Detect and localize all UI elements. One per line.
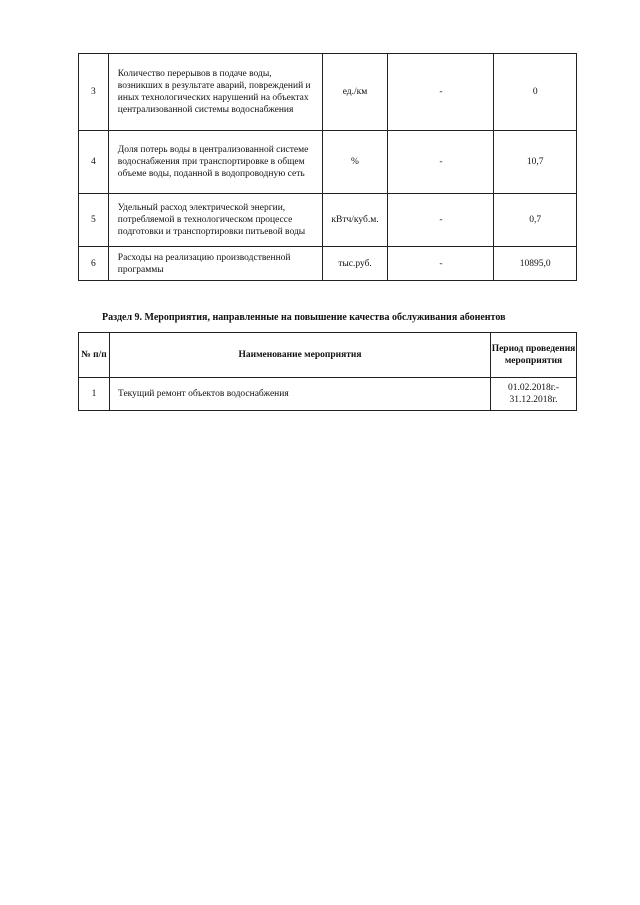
- indicator-base-value: -: [388, 194, 494, 247]
- indicator-name: Доля потерь воды в централизованной системе водоснабжения при транспортировке в общем объеме воды, поданной в водопроводную сеть: [108, 131, 322, 194]
- table-row: [79, 378, 577, 411]
- indicator-plan-value: 0,7: [494, 194, 577, 247]
- table-row: [79, 194, 577, 247]
- indicator-base-value: -: [388, 54, 494, 131]
- row-number: 1: [79, 378, 110, 411]
- row-number: 4: [79, 131, 109, 194]
- row-number: 5: [79, 194, 109, 247]
- column-header-number: № п/п: [79, 333, 110, 378]
- indicator-plan-value: 10,7: [494, 131, 577, 194]
- column-header-activity: Наименование мероприятия: [110, 333, 491, 378]
- indicator-unit: тыс.руб.: [322, 247, 388, 281]
- indicator-base-value: -: [388, 131, 494, 194]
- activity-period: 01.02.2018г.- 31.12.2018г.: [491, 378, 577, 411]
- indicator-unit: %: [322, 131, 388, 194]
- activities-table: [78, 332, 577, 411]
- indicator-name: Расходы на реализацию производственной программы: [108, 247, 322, 281]
- indicator-base-value: -: [388, 247, 494, 281]
- table-row: [79, 131, 577, 194]
- table-row: [79, 54, 577, 131]
- table-header-row: [79, 333, 577, 378]
- indicator-plan-value: 0: [494, 54, 577, 131]
- row-number: 6: [79, 247, 109, 281]
- table-row: [79, 247, 577, 281]
- indicators-table: [78, 53, 577, 281]
- column-header-period: Период проведения мероприятия: [491, 333, 577, 378]
- row-number: 3: [79, 54, 109, 131]
- section-9-title: Раздел 9. Мероприятия, направленные на повышение качества обслуживания абонентов: [102, 312, 506, 323]
- indicator-name: Количество перерывов в подаче воды, возникших в результате аварий, повреждений и иных технологических нарушений на объектах централизованной системы водоснабжения: [108, 54, 322, 131]
- activity-name: Текущий ремонт объектов водоснабжения: [110, 378, 491, 411]
- indicator-plan-value: 10895,0: [494, 247, 577, 281]
- indicator-name: Удельный расход электрической энергии, потребляемой в технологическом процессе подготовки и транспортировки питьевой воды: [108, 194, 322, 247]
- indicator-unit: ед./км: [322, 54, 388, 131]
- indicator-unit: кВтч/куб.м.: [322, 194, 388, 247]
